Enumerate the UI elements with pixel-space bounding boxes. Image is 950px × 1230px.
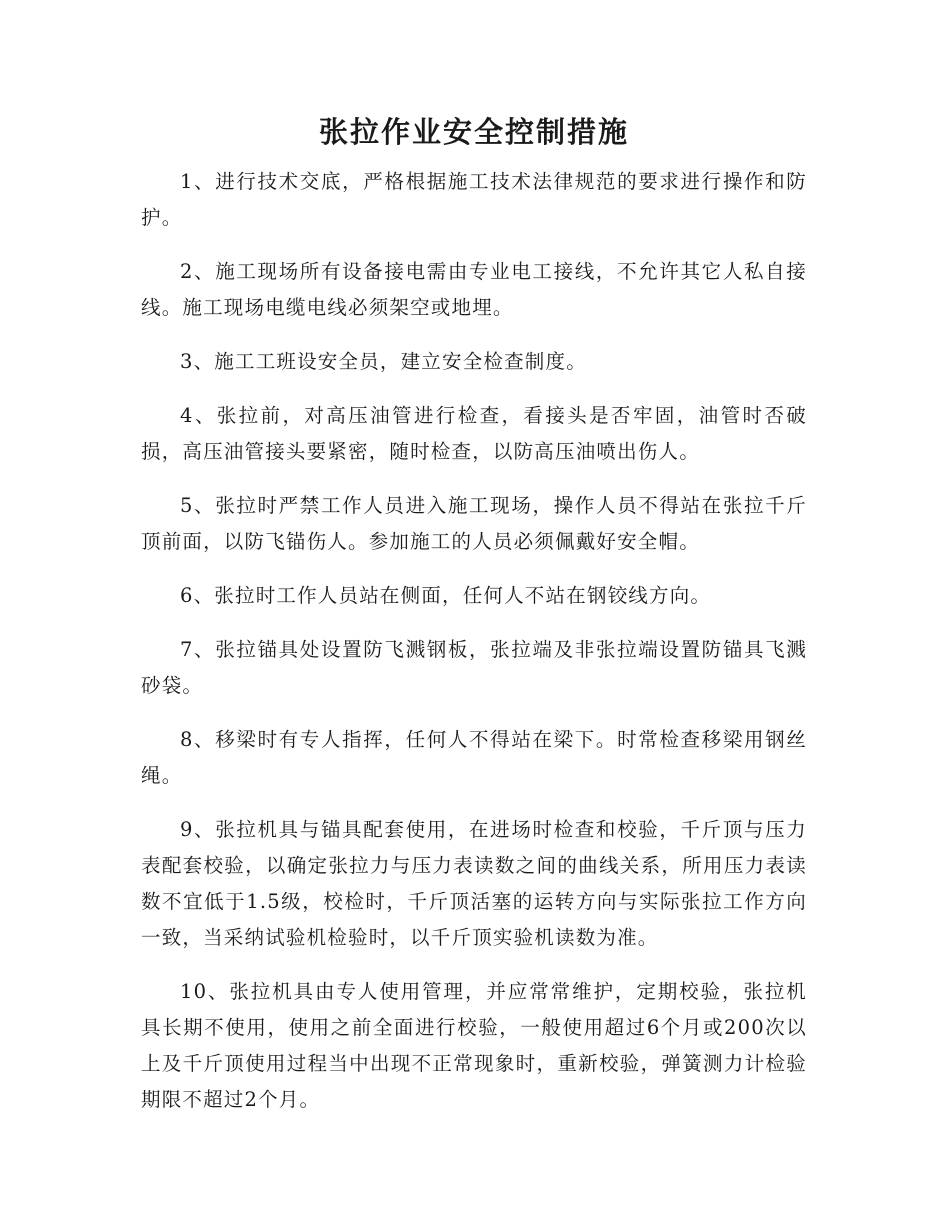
paragraph-7: 7、张拉锚具处设置防飞溅钢板，张拉端及非张拉端设置防锚具飞溅砂袋。 <box>141 638 807 697</box>
paragraph-8: 8、移梁时有专人指挥，任何人不得站在梁下。时常检查移梁用钢丝绳。 <box>141 728 807 787</box>
paragraph-10: 10、张拉机具由专人使用管理，并应常常维护，定期校验，张拉机具长期不使用，使用之前全面进行校验，一般使用超过6个月或200次以上及千斤顶使用过程当中出现不正常现象时，重新校验，弹簧测力计检验期限不超过2个月。 <box>141 980 807 1111</box>
paragraph-3: 3、施工工班设安全员，建立安全检查制度。 <box>180 350 587 373</box>
document-page <box>141 112 807 1136</box>
document-title: 张拉作业安全控制措施 <box>318 115 629 149</box>
paragraph-9: 9、张拉机具与锚具配套使用，在进场时检查和校验，千斤顶与压力表配套校验，以确定张拉力与压力表读数之间的曲线关系，所用压力表读数不宜低于1.5级，校检时，千斤顶活塞的运转方向与实际张拉工作方向一致，当采纳试验机检验时，以千斤顶实验机读数为准。 <box>141 818 807 949</box>
paragraph-5: 5、张拉时严禁工作人员进入施工现场，操作人员不得站在张拉千斤顶前面，以防飞锚伤人。参加施工的人员必须佩戴好安全帽。 <box>141 494 807 553</box>
paragraph-2: 2、施工现场所有设备接电需由专业电工接线，不允许其它人私自接线。施工现场电缆电线必须架空或地埋。 <box>141 260 807 319</box>
paragraph-1: 1、进行技术交底，严格根据施工技术法律规范的要求进行操作和防护。 <box>141 170 807 229</box>
paragraph-4: 4、张拉前，对高压油管进行检查，看接头是否牢固，油管时否破损，高压油管接头要紧密，随时检查，以防高压油喷出伤人。 <box>141 404 807 463</box>
paragraph-6: 6、张拉时工作人员站在侧面，任何人不站在钢铰线方向。 <box>180 584 712 607</box>
